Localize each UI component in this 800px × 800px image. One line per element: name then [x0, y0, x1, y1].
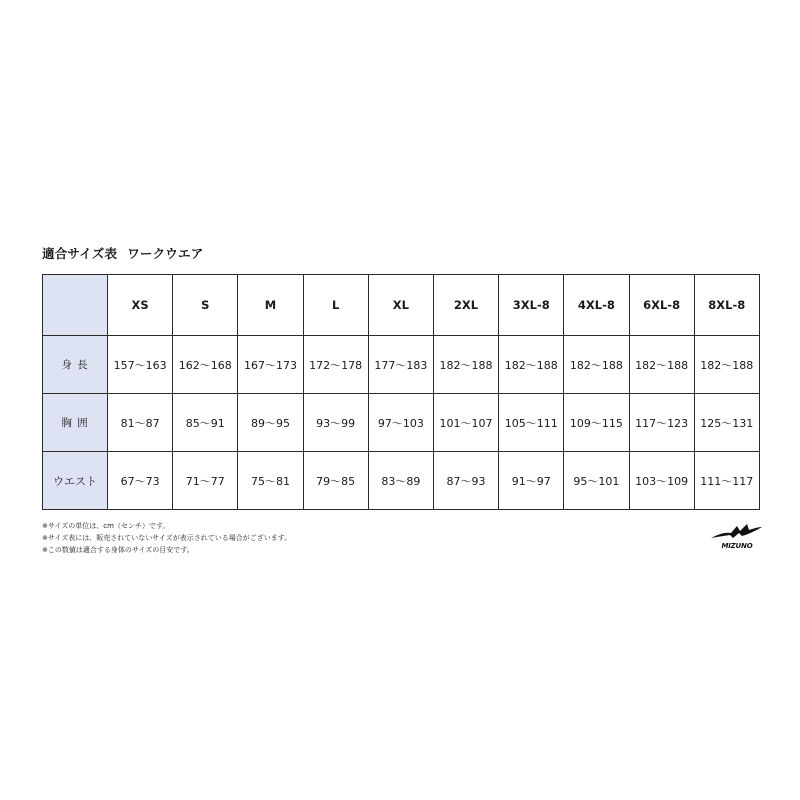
subtitle-text: ワークウエア [127, 246, 204, 261]
header-corner-cell [43, 275, 108, 336]
size-header-cell: L [303, 275, 368, 336]
size-header-cell: XS [108, 275, 173, 336]
page-title [42, 244, 203, 262]
chest-row [43, 394, 760, 452]
size-header-cell: 4XL-8 [564, 275, 629, 336]
chest-cell: 117～123 [629, 394, 694, 452]
height-cell: 182～188 [629, 336, 694, 394]
chest-cell: 85～91 [173, 394, 238, 452]
waist-cell: 75～81 [238, 452, 303, 510]
height-row [43, 336, 760, 394]
chest-cell: 105～111 [499, 394, 564, 452]
row-label-height: 身 長 [43, 336, 108, 394]
footnote-availability: ※サイズ表には、販売されていないサイズが表示されている場合がございます。 [42, 534, 292, 542]
height-cell: 182～188 [433, 336, 498, 394]
height-cell: 182～188 [694, 336, 759, 394]
mizuno-runbird-icon [709, 522, 763, 544]
row-label-chest: 胸 囲 [43, 394, 108, 452]
chest-cell: 93～99 [303, 394, 368, 452]
height-cell: 162～168 [173, 336, 238, 394]
size-header-row [43, 275, 760, 336]
row-label-waist: ウエスト [43, 452, 108, 510]
chest-cell: 97～103 [368, 394, 433, 452]
height-cell: 167～173 [238, 336, 303, 394]
height-cell: 172～178 [303, 336, 368, 394]
chest-cell: 125～131 [694, 394, 759, 452]
waist-cell: 79～85 [303, 452, 368, 510]
waist-row [43, 452, 760, 510]
size-header-cell: 8XL-8 [694, 275, 759, 336]
chest-cell: 101～107 [433, 394, 498, 452]
chest-cell: 89～95 [238, 394, 303, 452]
waist-cell: 87～93 [433, 452, 498, 510]
footnote-guideline: ※この数値は適合する身体のサイズの目安です。 [42, 546, 194, 554]
footnote-unit: ※サイズの単位は、cm（センチ）です。 [42, 522, 170, 530]
height-cell: 182～188 [564, 336, 629, 394]
waist-cell: 67～73 [108, 452, 173, 510]
size-header-cell: M [238, 275, 303, 336]
waist-cell: 71～77 [173, 452, 238, 510]
size-header-cell: S [173, 275, 238, 336]
height-cell: 177～183 [368, 336, 433, 394]
waist-cell: 91～97 [499, 452, 564, 510]
waist-cell: 83～89 [368, 452, 433, 510]
size-header-cell: 3XL-8 [499, 275, 564, 336]
chest-cell: 109～115 [564, 394, 629, 452]
size-header-cell: 2XL [433, 275, 498, 336]
size-header-cell: 6XL-8 [629, 275, 694, 336]
size-header-cell: XL [368, 275, 433, 336]
title-text: 適合サイズ表 [42, 246, 118, 261]
height-cell: 182～188 [499, 336, 564, 394]
size-chart-table [42, 274, 760, 510]
mizuno-logo [709, 522, 763, 554]
footnotes [42, 520, 291, 556]
mizuno-wordmark: MIZUNO [721, 542, 753, 550]
chest-cell: 81～87 [108, 394, 173, 452]
waist-cell: 111～117 [694, 452, 759, 510]
height-cell: 157～163 [108, 336, 173, 394]
waist-cell: 95～101 [564, 452, 629, 510]
waist-cell: 103～109 [629, 452, 694, 510]
